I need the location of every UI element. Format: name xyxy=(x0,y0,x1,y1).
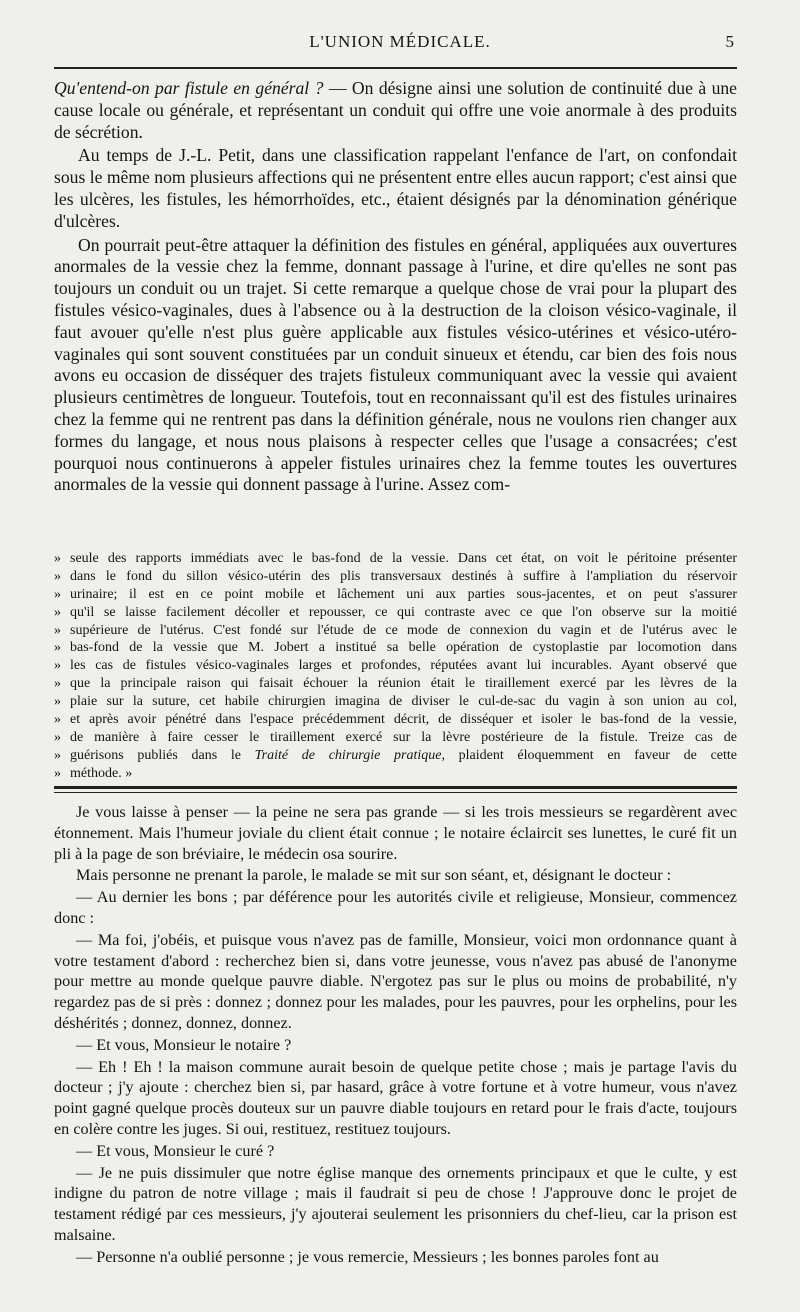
story-paragraph: Mais personne ne prenant la parole, le malade se mit sur son séant, et, désignant le docteur : xyxy=(76,866,672,885)
story-paragraph: — Ma foi, j'obéis, et puisque vous n'avez pas de famille, Monsieur, voici mon ordonnance quant à votre testament d'abord : recherchez bien si, dans votre jeunesse, vous n'avez pas abusé de l'anonyme pour mettre au monde quelque pauvre diable. N'ergotez pas sur le plus ou moins de probabilité, n'y regardez pas de si près : donnez ; donnez pour les malades, pour les pauvres, pour les orphelins, pour les déshérités ; donnez, donnez, donnez. xyxy=(54,930,737,1032)
quote-line-final: » méthode. » xyxy=(54,765,737,783)
paragraph-definition xyxy=(54,78,737,143)
running-head xyxy=(0,30,800,58)
story-paragraph: — Eh ! Eh ! la maison commune aurait besoin de quelque petite chose ; mais je partage l'avis du docteur ; j'y ajoute : cherchez bien si, par hasard, grâce à votre fortune et à votre humeur, vous n'avez point gagné quelque procès douteux sur un pauvre diable toujours en retard pour le frais d'acte, toujours en colère contre les juges. Si oui, restituez, restituez toujours. xyxy=(54,1057,737,1138)
article-body xyxy=(54,78,737,496)
story-paragraph: Je vous laisse à penser — la peine ne sera pas grande — si les trois messieurs se regardèrent avec étonnement. Mais l'humeur joviale du client était connue ; le notaire éclaircit ses lunettes, le curé fit un pli à la page de son bréviaire, le médecin osa sourire. xyxy=(54,803,737,863)
quote-line: » de manière à faire cesser le tiraillement exercé sur la lèvre postérieure de la fistule. Treize cas de xyxy=(54,729,737,747)
definition-text: — On désigne ainsi une solution de continuité due à une cause locale ou générale, et représentant un conduit qui offre une voie anormale à des produits de sécrétion. xyxy=(54,78,737,142)
quote-line: » et après avoir pénétré dans l'espace précédemment décrit, de disséquer et isoler le bas-fond de la vessie, xyxy=(54,711,737,729)
quote-line: » seule des rapports immédiats avec le bas-fond de la vessie. Dans cet état, on voit le péritoine présenter xyxy=(54,550,737,568)
question-italic: Qu'entend-on par fistule en général ? xyxy=(54,78,324,98)
paragraph-petit: Au temps de J.-L. Petit, dans une classification rappelant l'enfance de l'art, on confondait sous le même nom plusieurs affections qui ne présentent entre elles aucun rapport; c'est ainsi que les ulcères, les fistules, les hémorrhoïdes, etc., étaient désignés par la dénomination générique d'ulcères. xyxy=(54,145,737,231)
header-rule xyxy=(54,67,737,69)
story-paragraph: — Au dernier les bons ; par déférence pour les autorités civile et religieuse, Monsieur, commencez donc : xyxy=(54,888,737,927)
feuilleton-rule-thick xyxy=(54,786,737,789)
quote-line: » bas-fond de la vessie que M. Jobert a institué sa belle opération de cystoplastie par locomotion dans xyxy=(54,639,737,657)
quote-line: » qu'il se laisse facilement décoller et repousser, ce qui contraste avec ce que l'on observe sur la moitié xyxy=(54,604,737,622)
footnote-quote xyxy=(54,550,737,783)
book-title: Traité de chirurgie pratique xyxy=(254,747,442,763)
story-paragraph: — Et vous, Monsieur le curé ? xyxy=(76,1141,275,1160)
quote-line: » que la principale raison qui faisait échouer la réunion était le tiraillement exercé par les lèvres de la xyxy=(54,675,737,693)
quote-line-start: guérisons publiés dans le xyxy=(70,747,255,763)
story-paragraph: — Personne n'a oublié personne ; je vous remercie, Messieurs ; les bonnes paroles font au xyxy=(76,1247,659,1266)
quote-line: » dans le fond du sillon vésico-utérin des plis transversaux destinés à suffire à l'ampliation du réservoir xyxy=(54,568,737,586)
quote-line-with-title xyxy=(54,747,737,765)
feuilleton-story xyxy=(54,802,737,1268)
paragraph-attack-definition: On pourrait peut-être attaquer la définition des fistules en général, appliquées aux ouvertures anormales de la vessie chez la femme, donnant passage à l'urine, et dire qu'elles ne sont pas toujours un conduit ou un trajet. Si cette remarque a quelque chose de vrai pour la plupart des fistules vésico-vaginales, dues à l'absence ou à la destruction de la cloison vésico-vaginale, il faut avouer qu'elle n'est plus guère applicable aux fistules vésico-utérines et vésico-utéro-vaginales qui sont souvent constituées par un conduit sinueux et étendu, car bien des fois nous avons eu occasion de disséquer des trajets fistuleux communiquant avec la vessie qui avaient plusieurs centimètres de longueur. Toutefois, tout en reconnaissant qu'il est des fistules urinaires chez la femme qui ne rentrent pas dans la définition générale, nous ne voulons rien changer aux formes du langage, et nous nous plaisons à respecter celles que l'usage a consacrées; c'est pourquoi nous continuerons à appeler fistules urinaires chez la femme toutes les ouvertures anormales de la vessie qui donnent passage à l'urine. Assez com- xyxy=(54,234,737,495)
quote-line: » urinaire; il est en ce point mobile et lâchement uni aux parties sous-jacentes, et on peut s'assurer xyxy=(54,586,737,604)
feuilleton-rule-thin xyxy=(54,792,737,793)
page-number: 5 xyxy=(725,32,734,51)
quote-line: » plaie sur la suture, cet habile chirurgien imagina de diviser le cul-de-sac du vagin à son union au col, xyxy=(54,693,737,711)
quote-line: » supérieure de l'utérus. C'est fondé sur l'étude de ce mode de connexion du vagin et de l'utérus avec le xyxy=(54,622,737,640)
journal-title: L'UNION MÉDICALE. xyxy=(309,32,491,51)
quote-line: » les cas de fistules vésico-vaginales larges et profondes, réputées avant lui incurables. Ayant observé que xyxy=(54,657,737,675)
story-paragraph: — Je ne puis dissimuler que notre église manque des ornements principaux et que le culte, y est indigne du patron de notre village ; mais il faudrait si peu de chose ! J'approuve donc le projet de testament rédigé par ces messieurs, j'y ajouterai seulement les prisonniers du chef-lieu, car la prison est malsaine. xyxy=(54,1163,737,1244)
quote-line-end: , plaident éloquemment en faveur de cette xyxy=(441,747,737,763)
story-paragraph: — Et vous, Monsieur le notaire ? xyxy=(76,1035,292,1054)
